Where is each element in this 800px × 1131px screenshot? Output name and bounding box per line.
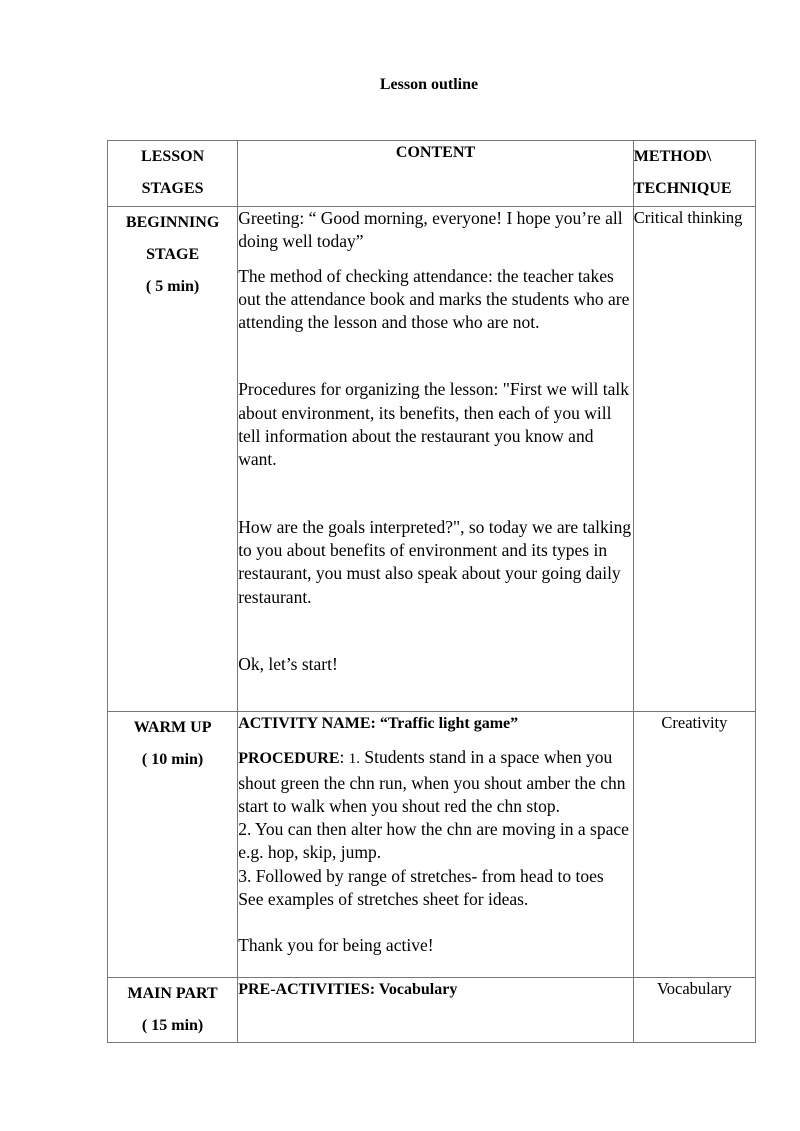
method-cell-warm-up [633,712,755,978]
table-row-beginning [108,207,756,712]
method-text: Critical thinking [633,208,743,227]
stage-time: ( 15 min) [141,1017,204,1034]
table-row-warm-up [108,712,756,978]
stage-name-line1: BEGINNING [125,214,220,231]
greeting-paragraph: Greeting: “ Good morning, everyone! I hope you’re all doing well today” [238,208,623,252]
method-cell-beginning [633,207,755,712]
stage-time: ( 5 min) [145,278,200,295]
header-content [238,141,634,207]
page-title: Lesson outline [379,76,479,93]
pre-activities-label: PRE-ACTIVITIES: Vocabulary [238,981,458,998]
stage-time: ( 10 min) [141,751,204,768]
header-method-technique [633,141,755,207]
activity-name: ACTIVITY NAME: “Traffic light game” [238,715,519,732]
procedure-colon: : [339,747,349,768]
stage-cell-main-part [108,978,238,1043]
content-cell-beginning [238,207,634,712]
procedures-paragraph: Procedures for organizing the lesson: "First we will talk about environment, its benefits, then each of you will tell information about the restaurant you know and want. [238,379,629,470]
method-cell-main-part [633,978,755,1043]
step-3-paragraph: 3. Followed by range of stretches- from head to toes See examples of stretches sheet for ideas. [238,865,604,910]
content-cell-main-part [238,978,634,1043]
table-row-main-part [108,978,756,1043]
stage-name-line2: STAGE [146,246,200,263]
content-cell-warm-up [238,712,634,978]
header-method-line2: TECHNIQUE [633,180,732,197]
header-stages-line2: STAGES [141,180,204,197]
step-1-number: 1. [348,751,361,768]
header-lesson-stages [108,141,238,207]
method-text: Vocabulary [656,979,732,998]
stage-name-line1: MAIN PART [127,985,218,1002]
step-1-text: Students stand in a space when you shout green the chn run, when you shout amber the chn start to walk when you shout red the chn stop. [238,747,626,816]
table-header-row [108,141,756,207]
stage-cell-beginning [108,207,238,712]
header-stages-line1: LESSON [141,148,205,165]
goals-paragraph: How are the goals interpreted?", so today we are talking to you about benefits of environment and its types in restaurant, you must also speak about your going daily restaurant. [238,516,632,607]
closing-paragraph: Thank you for being active! [238,935,434,956]
procedure-label: PROCEDURE [238,750,340,768]
stage-cell-warm-up [108,712,238,978]
step-2-paragraph: 2. You can then alter how the chn are moving in a space e.g. hop, skip, jump. [238,819,629,863]
attendance-paragraph: The method of checking attendance: the teacher takes out the attendance book and marks the students who are attending the lesson and those who are not. [238,265,630,333]
lesson-outline-table [107,140,756,1043]
start-paragraph: Ok, let’s start! [238,653,338,674]
header-content-label: CONTENT [395,144,476,161]
procedure-paragraph [238,746,633,818]
stage-name-line1: WARM UP [133,719,212,736]
method-text: Creativity [661,713,728,732]
header-method-line1: METHOD\ [633,148,712,165]
